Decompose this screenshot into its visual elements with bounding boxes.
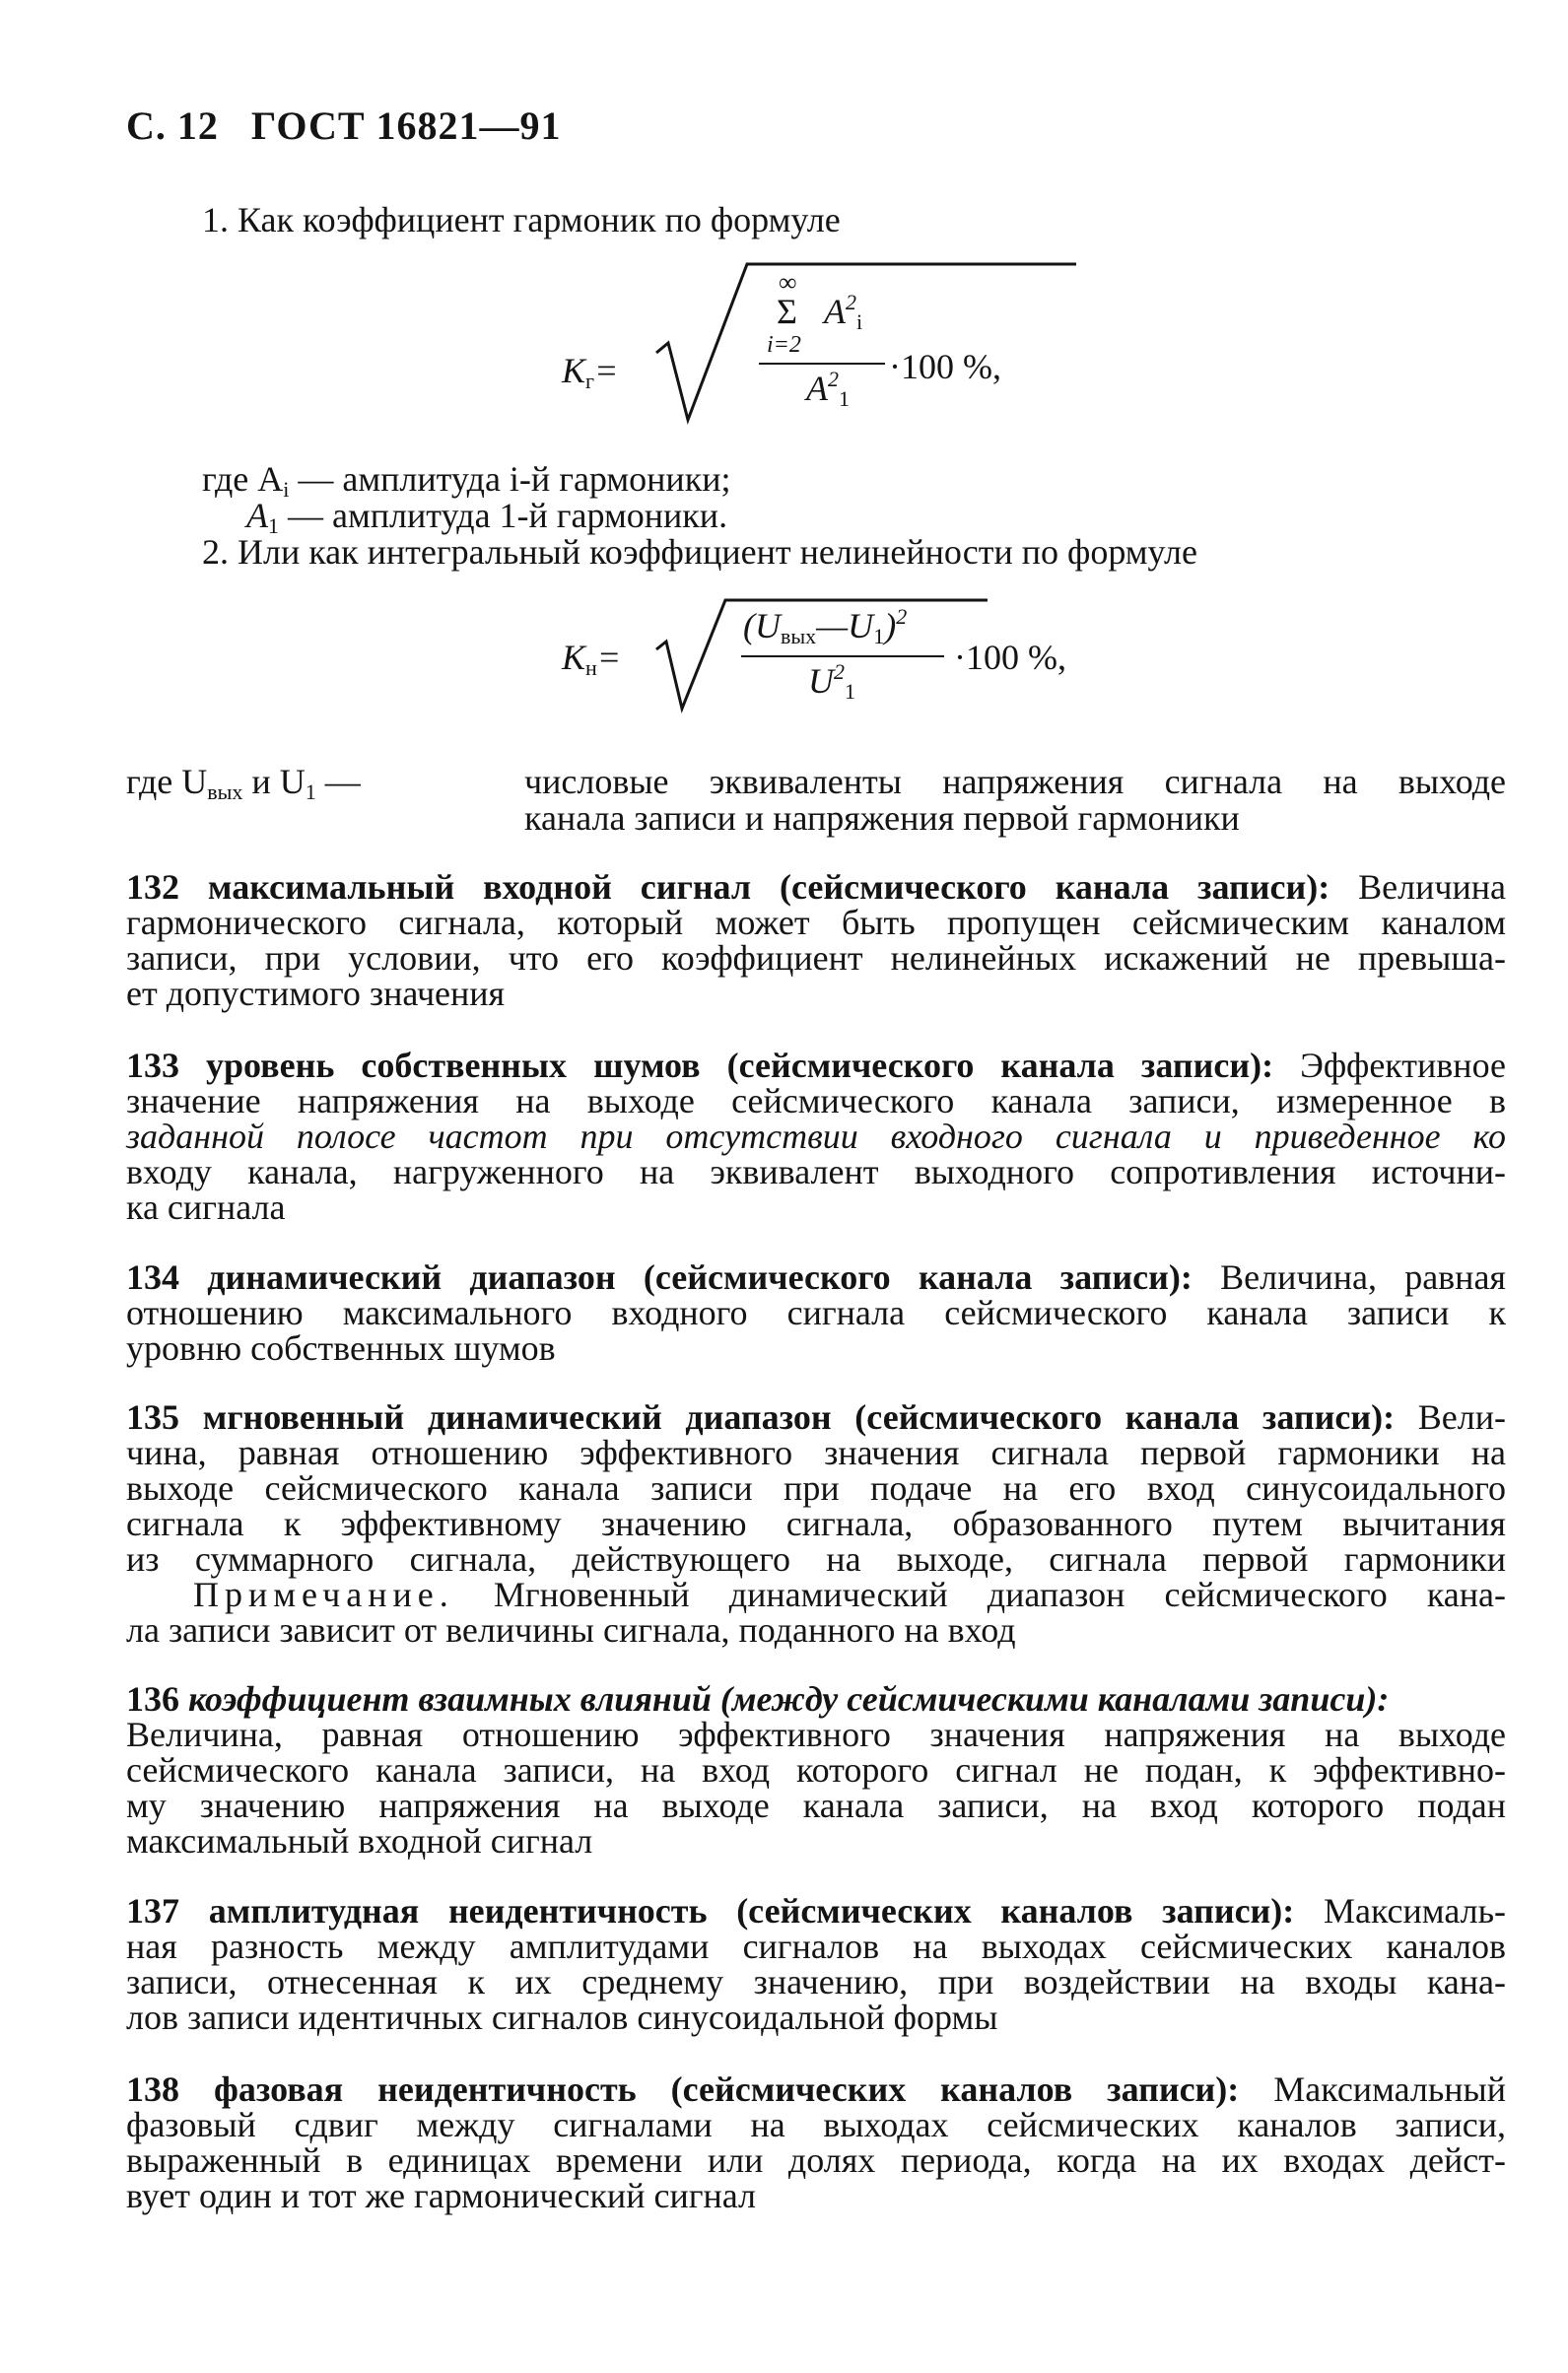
formula-nonlinearity-coefficient (562, 596, 1114, 714)
term-number: 138 (126, 2069, 179, 2109)
item2-where-prefix: где $U_{вых}$ и $U_1$ — (126, 762, 361, 804)
formula2-numerator: $(U_{вых}—U_1)^2$ (743, 604, 908, 648)
formula1-sum-bottom: i=2 (767, 332, 801, 358)
formula1-fraction-line (759, 363, 885, 365)
term-number: 136 (126, 1679, 179, 1719)
formula-harmonic-coefficient (562, 258, 1114, 426)
term-135-note: Примечание. Мгновенный динамический диапазон сейсмического кана- (193, 1575, 1506, 1614)
term-title: мгновенный динамический диапазон (сейсмического канала записи): (202, 1397, 1396, 1437)
formula1-denominator: $A^2_1$ (806, 367, 850, 411)
formula1-numerator: $A^2_i$ (824, 290, 863, 334)
page-number: С. 12 (126, 103, 219, 148)
term-number: 133 (126, 1046, 179, 1085)
term-title: амплитудная неидентичность (сейсмических каналов записи): (208, 1891, 1295, 1931)
term-title: максимальный входной сигнал (сейсмического канала записи): (207, 867, 1330, 907)
formula2-fraction-line (741, 655, 944, 657)
term-number: 132 (126, 867, 179, 907)
term-title: коэффициент взаимных влияний (между сейсмическими каналами записи): (188, 1679, 1390, 1719)
term-title: уровень собственных шумов (сейсмического канала записи): (206, 1046, 1274, 1085)
term-number: 137 (126, 1891, 179, 1931)
item2-where-text-line2: канала записи и напряжения первой гармоники (524, 798, 1240, 838)
page-header (126, 103, 583, 148)
formula1-lhs: $K_г=$ (562, 351, 619, 393)
item1-where-line1: где $A_i$ — амплитуда i-й гармоники; (202, 459, 731, 502)
term-137: 137 амплитудная неидентичность (сейсмических каналов записи): Максималь- ная разность между амплитудами сигналов на выходах сейсмических каналов записи, отнесенная к их среднему значению, при воздействии на входы кана- лов записи идентичных сигналов синусоидальной формы (126, 1891, 1506, 2037)
formula1-sum-top: ∞ (779, 268, 797, 297)
term-title: динамический диапазон (сейсмического канала записи): (207, 1257, 1193, 1297)
standard-code: ГОСТ 16821—91 (250, 103, 562, 148)
formula2-lhs: $K_н=$ (562, 638, 622, 680)
term-135: 135 мгновенный динамический диапазон (сейсмического канала записи): Вели- чина, равная отношению эффективного значения сигнала первой гармоники на выходе сейсмического канала записи при подаче на его вход синусоидального сигнала к эффективному значению сигнала, образованного путем вычитания из суммарного сигнала, действующего на выходе, сигнала первой гармоники Примечание. Мгновенный динамический диапазон сейсмического кана- ла записи зависит от величины сигнала, поданного на вход (126, 1397, 1506, 1650)
term-136: 136 коэффициент взаимных влияний (между сейсмическими каналами записи): Величина, равная отношению эффективного значения напряжения на выходе сейсмического канала записи, на вход которого сигнал не подан, к эффективно- му значению напряжения на выходе канала записи, на вход которого подан максимальный входной сигнал (126, 1679, 1506, 1861)
term-132: 132 максимальный входной сигнал (сейсмического канала записи): Величина гармонического сигнала, который может быть пропущен сейсмическим каналом записи, при условии, что его коэффициент нелинейных искажений не превыша- ет допустимого значения (126, 867, 1507, 1013)
term-number: 135 (126, 1397, 179, 1437)
term-134: 134 динамический диапазон (сейсмического канала записи): Величина, равная отношению максимального входного сигнала сейсмического канала записи к уровню собственных шумов (126, 1257, 1506, 1368)
item2-where-text-line1: числовые эквиваленты напряжения сигнала на выходе (524, 762, 1506, 801)
item2-intro: 2. Или как интегральный коэффициент нелинейности по формуле (202, 532, 1197, 572)
item1-where-line2: $A_1$ — амплитуда 1-й гармоники. (246, 496, 728, 538)
term-number: 134 (126, 1257, 179, 1297)
term-133: 133 уровень собственных шумов (сейсмического канала записи): Эффективное значение напряжения на выходе сейсмического канала записи, измеренное в заданной полосе частот при отсутствии входного сигнала и приведенное ко входу канала, нагруженного на эквивалент выходного сопротивления источни- ка сигнала (126, 1046, 1506, 1227)
formula2-denominator: $U^2_1$ (808, 659, 855, 704)
term-title: фазовая неидентичность (сейсмических каналов записи): (213, 2069, 1240, 2109)
formula1-multiplier: ·100 %, (889, 347, 1001, 386)
term-138: 138 фазовая неидентичность (сейсмических каналов записи): Максимальный фазовый сдвиг между сигналами на выходах сейсмических каналов записи, выраженный в единицах времени или долях периода, когда на их входах дейст- вует один и тот же гармонический сигнал (126, 2069, 1507, 2215)
formula1-sum-symbol: Σ (777, 292, 797, 331)
formula1-sqrt (652, 258, 1076, 426)
item1-intro: 1. Как коэффициент гармоник по формуле (202, 200, 841, 239)
formula2-multiplier: ·100 %, (954, 638, 1066, 677)
